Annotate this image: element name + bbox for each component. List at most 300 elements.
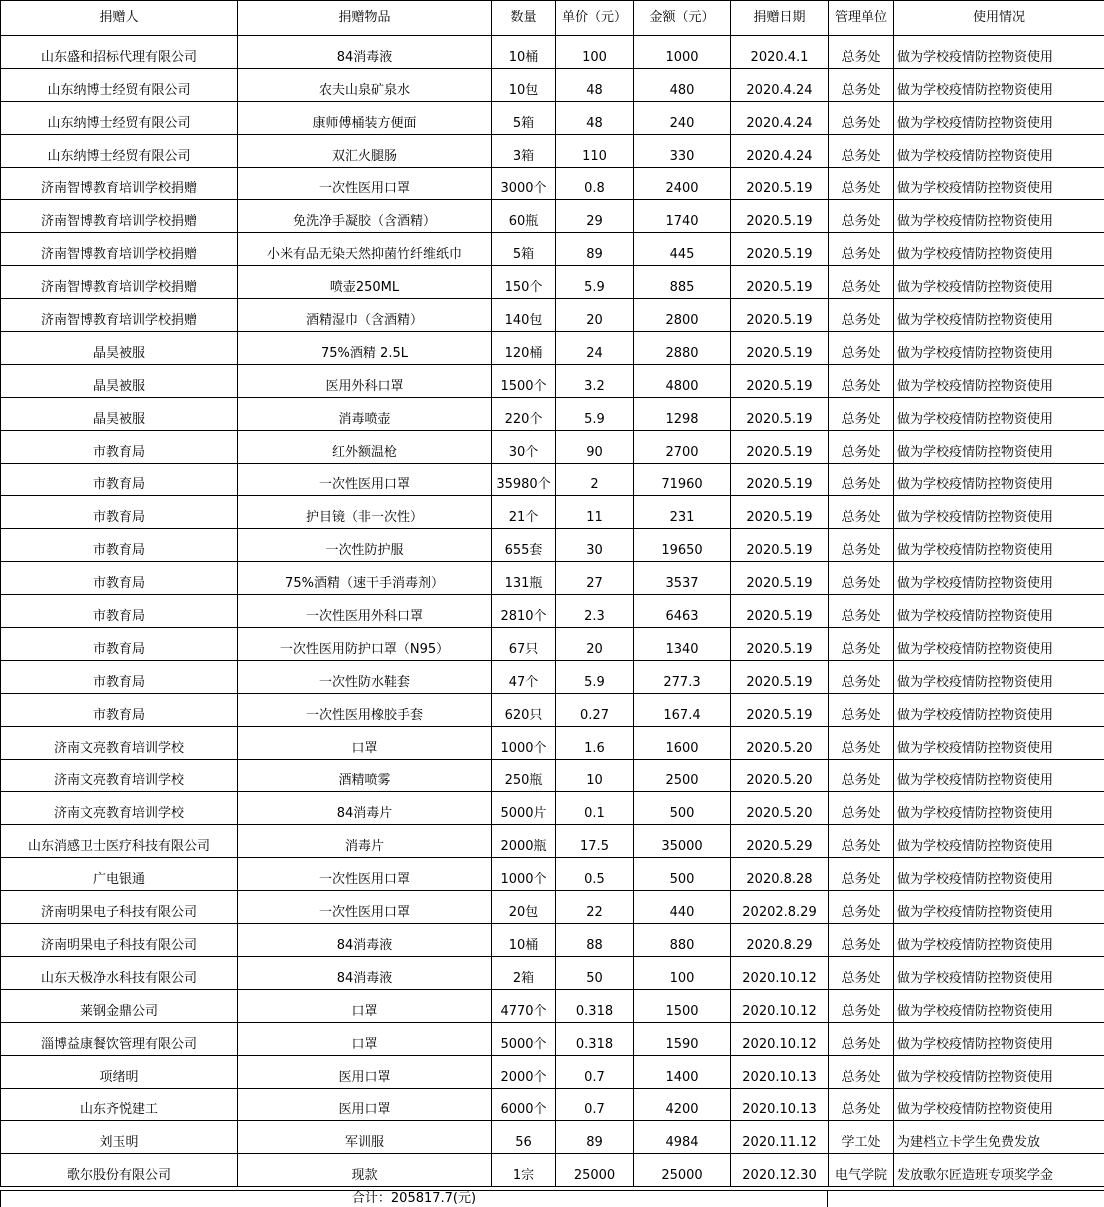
cell-item[interactable]: 消毒片 [238,825,492,858]
cell-usage[interactable]: 做为学校疫情防控物资使用 [894,891,1104,924]
cell-donor[interactable]: 市教育局 [1,595,238,628]
cell-usage[interactable]: 做为学校疫情防控物资使用 [894,628,1104,661]
cell-quantity[interactable]: 60瓶 [492,200,556,233]
cell-item[interactable]: 75%酒精 2.5L [238,332,492,365]
cell-donor[interactable]: 济南文亮教育培训学校 [1,759,238,792]
cell-usage[interactable]: 做为学校疫情防控物资使用 [894,167,1104,200]
total-cell[interactable]: 合计：205817.7(元) [0,1190,828,1207]
cell-manager[interactable]: 总务处 [829,36,894,69]
cell-quantity[interactable]: 655套 [492,529,556,562]
cell-quantity[interactable]: 2810个 [492,595,556,628]
cell-usage[interactable]: 做为学校疫情防控物资使用 [894,562,1104,595]
cell-date[interactable]: 2020.4.24 [731,68,829,101]
header-unit-price[interactable]: 单价（元） [556,1,634,36]
cell-manager[interactable]: 总务处 [829,233,894,266]
cell-manager[interactable]: 总务处 [829,266,894,299]
cell-item[interactable]: 一次性防护服 [238,529,492,562]
cell-manager[interactable]: 总务处 [829,167,894,200]
cell-unit-price[interactable]: 2 [556,463,634,496]
cell-amount[interactable]: 500 [634,792,731,825]
cell-usage[interactable]: 做为学校疫情防控物资使用 [894,397,1104,430]
cell-date[interactable]: 2020.5.20 [731,726,829,759]
cell-amount[interactable]: 25000 [634,1154,731,1187]
cell-unit-price[interactable]: 1.6 [556,726,634,759]
cell-amount[interactable]: 4984 [634,1121,731,1154]
cell-quantity[interactable]: 35980个 [492,463,556,496]
cell-item[interactable]: 喷壶250ML [238,266,492,299]
cell-donor[interactable]: 市教育局 [1,693,238,726]
cell-item[interactable]: 口罩 [238,1022,492,1055]
cell-unit-price[interactable]: 0.7 [556,1055,634,1088]
cell-usage[interactable]: 做为学校疫情防控物资使用 [894,101,1104,134]
cell-quantity[interactable]: 1000个 [492,726,556,759]
cell-date[interactable]: 2020.8.29 [731,924,829,957]
cell-quantity[interactable]: 1500个 [492,364,556,397]
cell-unit-price[interactable]: 5.9 [556,660,634,693]
cell-quantity[interactable]: 47个 [492,660,556,693]
cell-amount[interactable]: 2400 [634,167,731,200]
cell-unit-price[interactable]: 0.318 [556,989,634,1022]
cell-amount[interactable]: 71960 [634,463,731,496]
cell-amount[interactable]: 1298 [634,397,731,430]
cell-usage[interactable]: 做为学校疫情防控物资使用 [894,759,1104,792]
cell-date[interactable]: 2020.10.12 [731,956,829,989]
cell-donor[interactable]: 市教育局 [1,529,238,562]
cell-unit-price[interactable]: 29 [556,200,634,233]
cell-item[interactable]: 红外额温枪 [238,430,492,463]
cell-donor[interactable]: 济南文亮教育培训学校 [1,792,238,825]
table-row [1,529,1104,562]
cell-item[interactable]: 现款 [238,1154,492,1187]
cell-manager[interactable]: 总务处 [829,463,894,496]
cell-unit-price[interactable]: 0.318 [556,1022,634,1055]
cell-date[interactable]: 2020.5.19 [731,167,829,200]
cell-quantity[interactable]: 5000个 [492,1022,556,1055]
cell-amount[interactable]: 1400 [634,1055,731,1088]
cell-amount[interactable]: 3537 [634,562,731,595]
cell-item[interactable]: 84消毒片 [238,792,492,825]
cell-quantity[interactable]: 150个 [492,266,556,299]
cell-usage[interactable]: 做为学校疫情防控物资使用 [894,858,1104,891]
cell-usage[interactable]: 做为学校疫情防控物资使用 [894,1022,1104,1055]
cell-date[interactable]: 2020.5.19 [731,562,829,595]
cell-manager[interactable]: 总务处 [829,858,894,891]
cell-date[interactable]: 2020.5.19 [731,364,829,397]
table-row [1,397,1104,430]
cell-unit-price[interactable]: 50 [556,956,634,989]
cell-unit-price[interactable]: 2.3 [556,595,634,628]
cell-donor[interactable]: 晶昊被服 [1,397,238,430]
table-row [1,759,1104,792]
cell-date[interactable]: 2020.10.12 [731,989,829,1022]
cell-quantity[interactable]: 220个 [492,397,556,430]
cell-donor[interactable]: 济南智博教育培训学校捐赠 [1,299,238,332]
header-donor[interactable]: 捐赠人 [1,1,238,36]
cell-amount[interactable]: 240 [634,101,731,134]
cell-donor[interactable]: 济南明果电子科技有限公司 [1,891,238,924]
cell-amount[interactable]: 1000 [634,36,731,69]
cell-date[interactable]: 2020.5.19 [731,595,829,628]
cell-item[interactable]: 一次性防水鞋套 [238,660,492,693]
cell-donor[interactable]: 歌尔股份有限公司 [1,1154,238,1187]
table-row [1,628,1104,661]
cell-quantity[interactable]: 3箱 [492,134,556,167]
cell-donor[interactable]: 济南智博教育培训学校捐赠 [1,167,238,200]
cell-unit-price[interactable]: 48 [556,68,634,101]
cell-amount[interactable]: 880 [634,924,731,957]
cell-date[interactable]: 2020.8.28 [731,858,829,891]
cell-manager[interactable]: 学工处 [829,1121,894,1154]
cell-item[interactable]: 84消毒液 [238,956,492,989]
cell-donor[interactable]: 淄博益康餐饮管理有限公司 [1,1022,238,1055]
cell-unit-price[interactable]: 0.5 [556,858,634,891]
cell-amount[interactable]: 100 [634,956,731,989]
cell-amount[interactable]: 1500 [634,989,731,1022]
cell-amount[interactable]: 440 [634,891,731,924]
cell-usage[interactable]: 做为学校疫情防控物资使用 [894,825,1104,858]
cell-date[interactable]: 2020.4.1 [731,36,829,69]
cell-quantity[interactable]: 2箱 [492,956,556,989]
cell-date[interactable]: 20202.8.29 [731,891,829,924]
cell-usage[interactable]: 做为学校疫情防控物资使用 [894,956,1104,989]
cell-unit-price[interactable]: 30 [556,529,634,562]
cell-date[interactable]: 2020.5.29 [731,825,829,858]
cell-usage[interactable]: 发放歌尔匠造班专项奖学金 [894,1154,1104,1187]
cell-amount[interactable]: 231 [634,496,731,529]
cell-item[interactable]: 一次性医用外科口罩 [238,595,492,628]
cell-date[interactable]: 2020.5.19 [731,529,829,562]
cell-quantity[interactable]: 5箱 [492,233,556,266]
cell-unit-price[interactable]: 10 [556,759,634,792]
cell-date[interactable]: 2020.10.12 [731,1022,829,1055]
cell-item[interactable]: 84消毒液 [238,36,492,69]
cell-amount[interactable]: 2700 [634,430,731,463]
cell-usage[interactable]: 做为学校疫情防控物资使用 [894,430,1104,463]
cell-quantity[interactable]: 67只 [492,628,556,661]
cell-manager[interactable]: 总务处 [829,660,894,693]
cell-unit-price[interactable]: 17.5 [556,825,634,858]
cell-usage[interactable]: 做为学校疫情防控物资使用 [894,36,1104,69]
cell-date[interactable]: 2020.5.20 [731,792,829,825]
cell-unit-price[interactable]: 5.9 [556,397,634,430]
cell-amount[interactable]: 35000 [634,825,731,858]
cell-usage[interactable]: 为建档立卡学生免费发放 [894,1121,1104,1154]
cell-item[interactable]: 一次性医用防护口罩（N95） [238,628,492,661]
cell-item[interactable]: 一次性医用口罩 [238,463,492,496]
cell-quantity[interactable]: 250瓶 [492,759,556,792]
cell-date[interactable]: 2020.10.13 [731,1055,829,1088]
cell-usage[interactable]: 做为学校疫情防控物资使用 [894,595,1104,628]
cell-manager[interactable]: 总务处 [829,792,894,825]
cell-usage[interactable]: 做为学校疫情防控物资使用 [894,660,1104,693]
cell-date[interactable]: 2020.5.19 [731,397,829,430]
cell-unit-price[interactable]: 0.8 [556,167,634,200]
cell-donor[interactable]: 市教育局 [1,496,238,529]
cell-amount[interactable]: 500 [634,858,731,891]
cell-usage[interactable]: 做为学校疫情防控物资使用 [894,364,1104,397]
cell-manager[interactable]: 总务处 [829,595,894,628]
cell-quantity[interactable]: 5箱 [492,101,556,134]
header-date[interactable]: 捐赠日期 [731,1,829,36]
cell-date[interactable]: 2020.10.13 [731,1088,829,1121]
cell-usage[interactable]: 做为学校疫情防控物资使用 [894,299,1104,332]
cell-usage[interactable]: 做为学校疫情防控物资使用 [894,924,1104,957]
cell-manager[interactable]: 总务处 [829,924,894,957]
cell-item[interactable]: 医用口罩 [238,1088,492,1121]
cell-unit-price[interactable]: 110 [556,134,634,167]
cell-item[interactable]: 免洗净手凝胶（含酒精） [238,200,492,233]
cell-item[interactable]: 军训服 [238,1121,492,1154]
cell-donor[interactable]: 刘玉明 [1,1121,238,1154]
cell-unit-price[interactable]: 48 [556,101,634,134]
cell-manager[interactable]: 总务处 [829,989,894,1022]
cell-quantity[interactable]: 21个 [492,496,556,529]
cell-manager[interactable]: 总务处 [829,562,894,595]
cell-item[interactable]: 75%酒精（速干手消毒剂） [238,562,492,595]
cell-amount[interactable]: 2800 [634,299,731,332]
cell-unit-price[interactable]: 25000 [556,1154,634,1187]
cell-unit-price[interactable]: 24 [556,332,634,365]
cell-item[interactable]: 双汇火腿肠 [238,134,492,167]
cell-date[interactable]: 2020.5.19 [731,496,829,529]
header-row [1,1,1104,36]
cell-quantity[interactable]: 2000瓶 [492,825,556,858]
cell-quantity[interactable]: 1000个 [492,858,556,891]
cell-manager[interactable]: 总务处 [829,891,894,924]
cell-unit-price[interactable]: 22 [556,891,634,924]
cell-donor[interactable]: 山东纳博士经贸有限公司 [1,68,238,101]
cell-usage[interactable]: 做为学校疫情防控物资使用 [894,1088,1104,1121]
cell-quantity[interactable]: 1宗 [492,1154,556,1187]
cell-donor[interactable]: 山东齐悦建工 [1,1088,238,1121]
cell-date[interactable]: 2020.4.24 [731,134,829,167]
cell-date[interactable]: 2020.5.19 [731,332,829,365]
cell-date[interactable]: 2020.5.19 [731,266,829,299]
table-row [1,299,1104,332]
cell-date[interactable]: 2020.5.19 [731,233,829,266]
cell-donor[interactable]: 济南智博教育培训学校捐赠 [1,233,238,266]
cell-donor[interactable]: 山东天极净水科技有限公司 [1,956,238,989]
cell-amount[interactable]: 2880 [634,332,731,365]
cell-usage[interactable]: 做为学校疫情防控物资使用 [894,332,1104,365]
cell-manager[interactable]: 总务处 [829,101,894,134]
cell-donor[interactable]: 山东盛和招标代理有限公司 [1,36,238,69]
cell-donor[interactable]: 莱钢金鼎公司 [1,989,238,1022]
cell-item[interactable]: 医用外科口罩 [238,364,492,397]
cell-amount[interactable]: 4800 [634,364,731,397]
cell-usage[interactable]: 做为学校疫情防控物资使用 [894,134,1104,167]
cell-quantity[interactable]: 20包 [492,891,556,924]
table-row [1,891,1104,924]
cell-amount[interactable]: 19650 [634,529,731,562]
cell-item[interactable]: 一次性医用口罩 [238,891,492,924]
cell-manager[interactable]: 总务处 [829,1055,894,1088]
cell-donor[interactable]: 市教育局 [1,660,238,693]
cell-usage[interactable]: 做为学校疫情防控物资使用 [894,792,1104,825]
cell-unit-price[interactable]: 0.1 [556,792,634,825]
cell-unit-price[interactable]: 88 [556,924,634,957]
cell-donor[interactable]: 山东消感卫士医疗科技有限公司 [1,825,238,858]
cell-donor[interactable]: 济南文亮教育培训学校 [1,726,238,759]
cell-quantity[interactable]: 6000个 [492,1088,556,1121]
cell-donor[interactable]: 市教育局 [1,628,238,661]
cell-donor[interactable]: 市教育局 [1,562,238,595]
cell-date[interactable]: 2020.5.20 [731,759,829,792]
cell-amount[interactable]: 4200 [634,1088,731,1121]
table-row [1,792,1104,825]
cell-date[interactable]: 2020.5.19 [731,660,829,693]
cell-quantity[interactable]: 10包 [492,68,556,101]
table-row [1,167,1104,200]
cell-donor[interactable]: 山东纳博士经贸有限公司 [1,101,238,134]
cell-usage[interactable]: 做为学校疫情防控物资使用 [894,68,1104,101]
cell-amount[interactable]: 277.3 [634,660,731,693]
cell-amount[interactable]: 6463 [634,595,731,628]
cell-item[interactable]: 护目镜（非一次性） [238,496,492,529]
cell-date[interactable]: 2020.5.19 [731,299,829,332]
cell-item[interactable]: 84消毒液 [238,924,492,957]
cell-item[interactable]: 酒精湿巾（含酒精） [238,299,492,332]
cell-date[interactable]: 2020.5.19 [731,463,829,496]
cell-quantity[interactable]: 620只 [492,693,556,726]
cell-usage[interactable]: 做为学校疫情防控物资使用 [894,693,1104,726]
cell-donor[interactable]: 市教育局 [1,463,238,496]
cell-amount[interactable]: 1600 [634,726,731,759]
cell-manager[interactable]: 总务处 [829,529,894,562]
cell-usage[interactable]: 做为学校疫情防控物资使用 [894,989,1104,1022]
cell-date[interactable]: 2020.5.19 [731,693,829,726]
cell-date[interactable]: 2020.4.24 [731,101,829,134]
cell-unit-price[interactable]: 90 [556,430,634,463]
cell-quantity[interactable]: 120桶 [492,332,556,365]
cell-item[interactable]: 医用口罩 [238,1055,492,1088]
cell-donor[interactable]: 项绪明 [1,1055,238,1088]
cell-item[interactable]: 农夫山泉矿泉水 [238,68,492,101]
cell-unit-price[interactable]: 0.7 [556,1088,634,1121]
cell-manager[interactable]: 总务处 [829,397,894,430]
cell-quantity[interactable]: 131瓶 [492,562,556,595]
cell-quantity[interactable]: 2000个 [492,1055,556,1088]
cell-usage[interactable]: 做为学校疫情防控物资使用 [894,233,1104,266]
cell-amount[interactable]: 1340 [634,628,731,661]
cell-manager[interactable]: 总务处 [829,332,894,365]
cell-donor[interactable]: 广电银通 [1,858,238,891]
cell-quantity[interactable]: 10桶 [492,36,556,69]
cell-date[interactable]: 2020.11.12 [731,1121,829,1154]
table-row [1,858,1104,891]
cell-item[interactable]: 小米有品无染天然抑菌竹纤维纸巾 [238,233,492,266]
cell-item[interactable]: 酒精喷雾 [238,759,492,792]
cell-unit-price[interactable]: 20 [556,299,634,332]
cell-amount[interactable]: 480 [634,68,731,101]
cell-usage[interactable]: 做为学校疫情防控物资使用 [894,529,1104,562]
cell-unit-price[interactable]: 5.9 [556,266,634,299]
cell-quantity[interactable]: 4770个 [492,989,556,1022]
cell-usage[interactable]: 做为学校疫情防控物资使用 [894,463,1104,496]
cell-donor[interactable]: 济南智博教育培训学校捐赠 [1,266,238,299]
cell-manager[interactable]: 总务处 [829,68,894,101]
cell-item[interactable]: 口罩 [238,726,492,759]
cell-amount[interactable]: 330 [634,134,731,167]
cell-usage[interactable]: 做为学校疫情防控物资使用 [894,1055,1104,1088]
cell-donor[interactable]: 晶昊被服 [1,364,238,397]
cell-quantity[interactable]: 5000片 [492,792,556,825]
cell-unit-price[interactable]: 20 [556,628,634,661]
cell-manager[interactable]: 总务处 [829,430,894,463]
header-manager[interactable]: 管理单位 [829,1,894,36]
cell-donor[interactable]: 山东纳博士经贸有限公司 [1,134,238,167]
cell-item[interactable]: 一次性医用口罩 [238,858,492,891]
cell-unit-price[interactable]: 27 [556,562,634,595]
cell-unit-price[interactable]: 89 [556,233,634,266]
cell-unit-price[interactable]: 0.27 [556,693,634,726]
cell-donor[interactable]: 济南明果电子科技有限公司 [1,924,238,957]
cell-date[interactable]: 2020.5.19 [731,430,829,463]
cell-quantity[interactable]: 140包 [492,299,556,332]
cell-usage[interactable]: 做为学校疫情防控物资使用 [894,496,1104,529]
cell-manager[interactable]: 总务处 [829,693,894,726]
cell-quantity[interactable]: 3000个 [492,167,556,200]
cell-usage[interactable]: 做为学校疫情防控物资使用 [894,266,1104,299]
header-amount[interactable]: 金额（元） [634,1,731,36]
cell-item[interactable]: 消毒喷壶 [238,397,492,430]
cell-quantity[interactable]: 56 [492,1121,556,1154]
header-quantity[interactable]: 数量 [492,1,556,36]
cell-amount[interactable]: 445 [634,233,731,266]
cell-amount[interactable]: 167.4 [634,693,731,726]
cell-manager[interactable]: 总务处 [829,364,894,397]
cell-manager[interactable]: 总务处 [829,956,894,989]
cell-manager[interactable]: 总务处 [829,200,894,233]
cell-item[interactable]: 口罩 [238,989,492,1022]
cell-amount[interactable]: 1740 [634,200,731,233]
cell-date[interactable]: 2020.5.19 [731,200,829,233]
cell-manager[interactable]: 电气学院 [829,1154,894,1187]
cell-unit-price[interactable]: 11 [556,496,634,529]
cell-manager[interactable]: 总务处 [829,299,894,332]
cell-donor[interactable]: 济南智博教育培训学校捐赠 [1,200,238,233]
cell-usage[interactable]: 做为学校疫情防控物资使用 [894,200,1104,233]
cell-unit-price[interactable]: 3.2 [556,364,634,397]
cell-manager[interactable]: 总务处 [829,759,894,792]
cell-manager[interactable]: 总务处 [829,134,894,167]
cell-item[interactable]: 一次性医用橡胶手套 [238,693,492,726]
cell-manager[interactable]: 总务处 [829,1088,894,1121]
cell-quantity[interactable]: 10桶 [492,924,556,957]
cell-manager[interactable]: 总务处 [829,726,894,759]
cell-manager[interactable]: 总务处 [829,1022,894,1055]
cell-donor[interactable]: 晶昊被服 [1,332,238,365]
cell-manager[interactable]: 总务处 [829,496,894,529]
cell-quantity[interactable]: 30个 [492,430,556,463]
cell-unit-price[interactable]: 89 [556,1121,634,1154]
header-item[interactable]: 捐赠物品 [238,1,492,36]
cell-unit-price[interactable]: 100 [556,36,634,69]
cell-item[interactable]: 一次性医用口罩 [238,167,492,200]
cell-date[interactable]: 2020.12.30 [731,1154,829,1187]
cell-amount[interactable]: 1590 [634,1022,731,1055]
cell-manager[interactable]: 总务处 [829,825,894,858]
table-row [1,36,1104,69]
header-usage[interactable]: 使用情况 [894,1,1104,36]
cell-donor[interactable]: 市教育局 [1,430,238,463]
cell-date[interactable]: 2020.5.19 [731,628,829,661]
cell-amount[interactable]: 885 [634,266,731,299]
cell-amount[interactable]: 2500 [634,759,731,792]
cell-item[interactable]: 康师傅桶装方便面 [238,101,492,134]
cell-usage[interactable]: 做为学校疫情防控物资使用 [894,726,1104,759]
cell-manager[interactable]: 总务处 [829,628,894,661]
